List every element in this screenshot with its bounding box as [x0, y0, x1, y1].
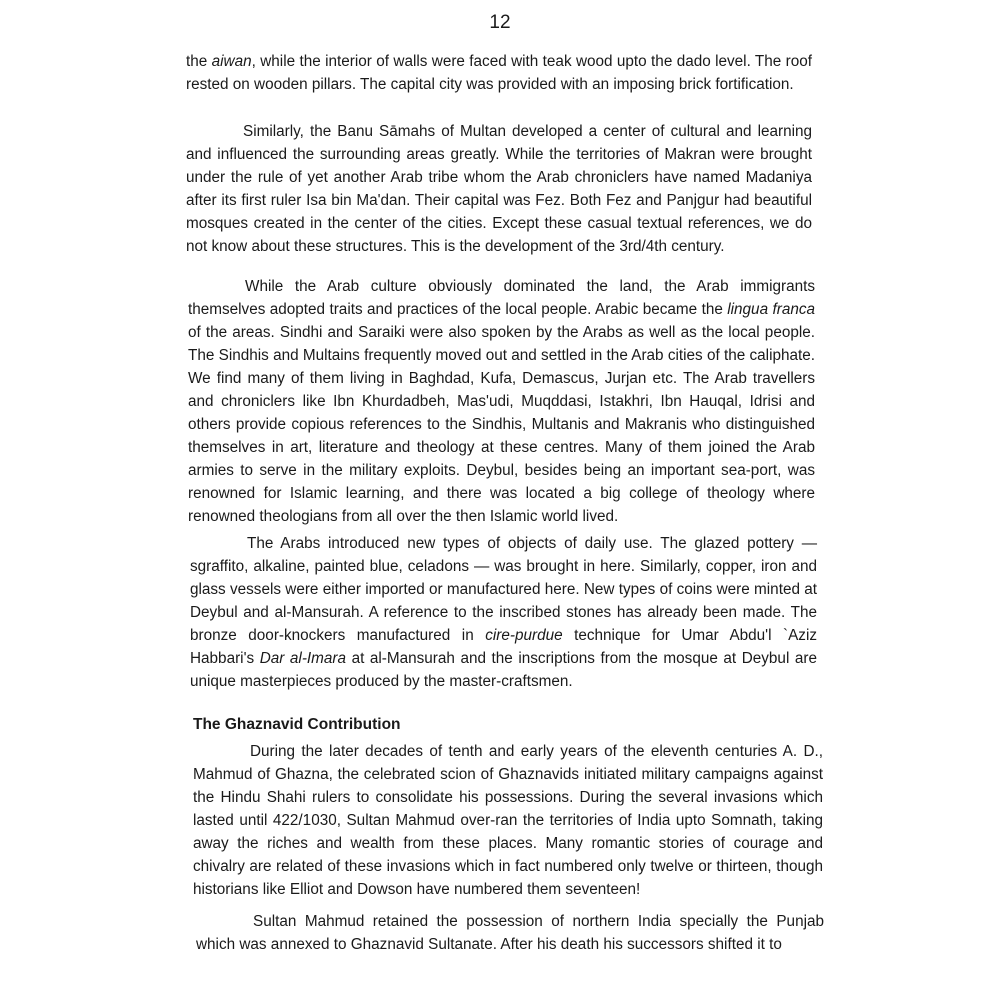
text-run: the [186, 53, 212, 70]
italic-term: lingua franca [727, 301, 815, 318]
text-run: of the areas. Sindhi and Saraiki were also spoken by the Arabs as well as the local people. The Sindhis and Multains frequently moved out and settled in the Arab cities of the caliphate. We find many of them living in Baghdad, Kufa, Demascus, Jurjan etc. The Arab travellers and chroniclers like Ibn Khurdadbeh, Mas'udi, Muqddasi, Istakhri, Ibn Hauqal, Idrisi and others provide copious references to the Sindhis, Multanis and Makranis who distinguished themselves in art, literature and theology at these centres. Many of them joined the Arab armies to serve in the military exploits. Deybul, besides being an important sea-port, was renowned for Islamic learning, and there was located a big college of theology where renowned theologians from all over the then Islamic world lived. [188, 324, 815, 525]
paragraph-objects-daily-use [190, 532, 817, 693]
italic-term: cire-purdue [485, 627, 563, 644]
text-run: While the Arab culture obviously dominated the land, the Arab immigrants themselves adopted traits and practices of the local people. Arabic became the [188, 278, 815, 318]
paragraph-aiwan [186, 50, 812, 96]
text-run: The Arabs introduced new types of objects of daily use. The glazed pottery — sgraffito, alkaline, painted blue, celadons — was brought in here. Similarly, copper, iron and glass vessels were either imported or manufactured here. New types of coins were minted at Deybul and al-Mansurah. A reference to the inscribed stones has already been made. The bronze door-knockers manufactured in [190, 535, 817, 644]
italic-term: Dar al-Imara [259, 650, 347, 667]
paragraph-banu-samahs: Similarly, the Banu Sāmahs of Multan developed a center of cultural and learning and influenced the surrounding areas greatly. While the territories of Makran were brought under the rule of yet another Arab tribe whom the Arab chroniclers have named Madaniya after its first ruler Isa bin Ma'dan. Their capital was Fez. Both Fez and Panjgur had beautiful mosques created in the center of the cities. Except these casual textual references, we do not know about these structures. This is the development of the 3rd/4th century. [186, 123, 812, 255]
paragraph-sultan-mahmud: Sultan Mahmud retained the possession of northern India specially the Punjab which was annexed to Ghaznavid Sultanate. After his death his successors shifted it to [196, 913, 824, 953]
text-run: technique for Umar Abdu'l `Aziz Habbari's [190, 627, 817, 667]
text-run: , while the interior of walls were faced with teak wood upto the dado level. The roof rested on wooden pillars. The capital city was provided with an imposing brick fortification. [186, 53, 813, 93]
section-heading: The Ghaznavid Contribution [193, 716, 401, 733]
paragraph-mahmud-of-ghazna: During the later decades of tenth and early years of the eleventh centuries A. D., Mahmud of Ghazna, the celebrated scion of Ghaznavids initiated military campaigns against the Hindu Shahi rulers to consolidate his possessions. During the several invasions which lasted until 422/1030, Sultan Mahmud over-ran the territories of India upto Somnath, taking away the riches and wealth from these places. Many romantic stories of courage and chivalry are related of these invasions which in fact numbered only twelve or thirteen, though historians like Elliot and Dowson have numbered them seventeen! [193, 743, 823, 898]
text-run: at al-Mansurah and the inscriptions from the mosque at Deybul are unique masterpieces produced by the master-craftsmen. [190, 650, 818, 690]
italic-term: aiwan [211, 53, 252, 70]
page-number: 12 [489, 12, 511, 33]
paragraph-arab-culture [188, 275, 815, 528]
